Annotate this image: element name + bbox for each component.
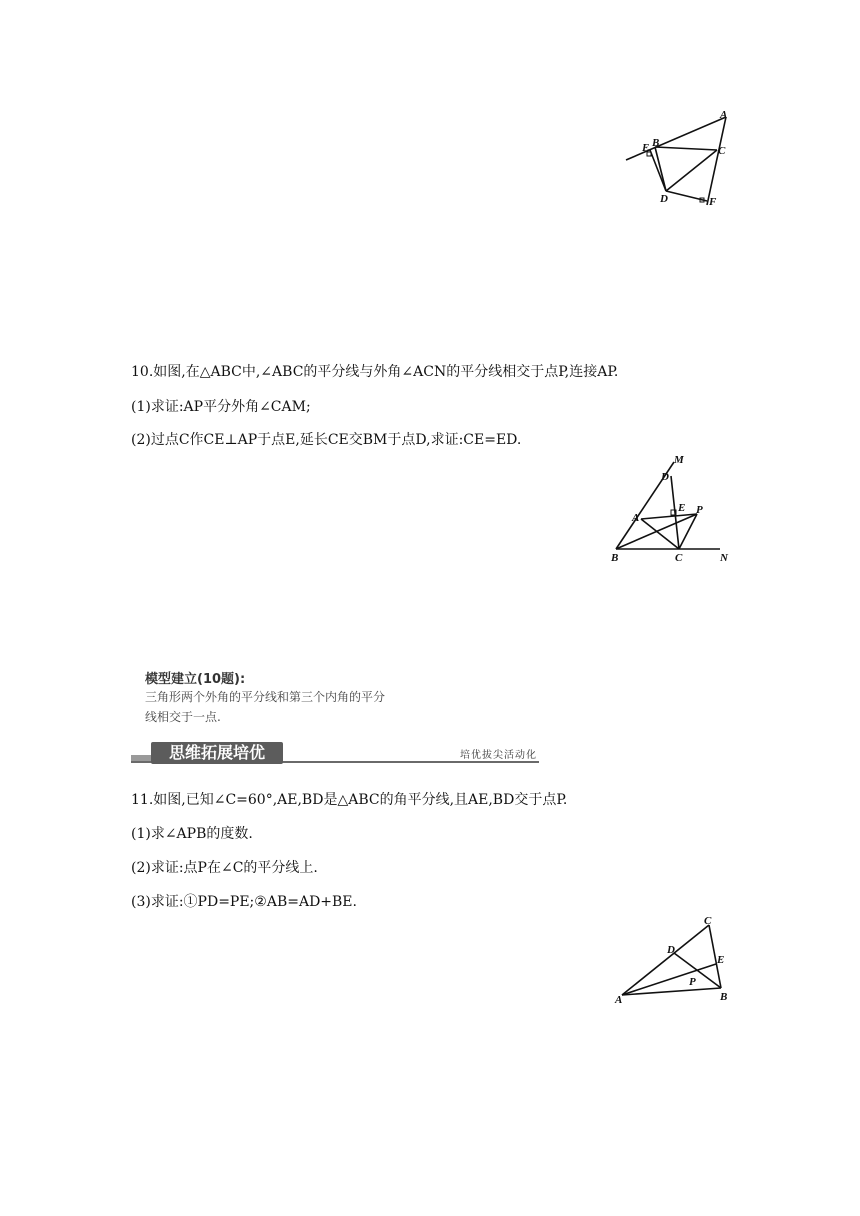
- segment-ab: [622, 988, 721, 995]
- segment-ac: [622, 925, 709, 995]
- label-B: B: [611, 552, 619, 564]
- label-A: A: [615, 994, 623, 1006]
- label-D: D: [660, 193, 668, 205]
- segment-cp: [679, 514, 697, 549]
- label-B: B: [652, 137, 660, 149]
- label-C: C: [675, 552, 683, 564]
- label-D: D: [661, 471, 669, 483]
- problem10-part1: (1)求证:AP平分外角∠CAM;: [131, 399, 311, 415]
- top-figure: [620, 105, 740, 215]
- figure-10: [608, 452, 738, 567]
- top-figure-svg: [620, 105, 740, 215]
- segment-ae: [622, 964, 716, 995]
- problem11-part2: (2)求证:点P在∠C的平分线上.: [131, 860, 318, 876]
- problem11-part1: (1)求∠APB的度数.: [131, 826, 253, 842]
- problem10-stem: 10.如图,在△ABC中,∠ABC的平分线与外角∠ACN的平分线相交于点P,连接AP.: [131, 364, 619, 380]
- figure-11-svg: [612, 912, 737, 1007]
- label-E: E: [642, 142, 650, 154]
- problem11-stem: 11.如图,已知∠C=60°,AE,BD是△ABC的角平分线,且AE,BD交于点P.: [131, 792, 568, 808]
- figure-11: [612, 912, 737, 1007]
- label-C: C: [704, 915, 712, 927]
- label-E: E: [717, 954, 725, 966]
- banner-title: 思维拓展培优: [151, 742, 283, 764]
- label-C: C: [718, 145, 726, 157]
- model-box: [145, 668, 475, 727]
- label-P: P: [689, 976, 696, 988]
- label-A: A: [632, 512, 640, 524]
- label-E: E: [678, 502, 686, 514]
- segment-df: [666, 191, 707, 201]
- label-D: D: [667, 944, 675, 956]
- segment-ab-ac: [707, 117, 726, 205]
- label-P: P: [696, 504, 703, 516]
- label-F: F: [709, 196, 717, 208]
- label-M: M: [674, 454, 684, 466]
- model-title: 模型建立(10题):: [145, 672, 246, 687]
- figure-10-svg: [608, 452, 738, 567]
- label-B: B: [720, 991, 728, 1003]
- segment-extended-line: [626, 117, 726, 160]
- model-line-1: 三角形两个外角的平分线和第三个内角的平分: [145, 690, 386, 704]
- segment-cd: [666, 150, 717, 191]
- segment-bd: [674, 953, 721, 988]
- problem10-part2: (2)过点C作CE⊥AP于点E,延长CE交BM于点D,求证:CE=ED.: [131, 432, 522, 448]
- segment-bc: [655, 147, 717, 150]
- model-line-2: 线相交于一点.: [145, 710, 221, 724]
- label-A: A: [720, 109, 728, 121]
- banner-subtitle: 培优拔尖活动化: [460, 750, 537, 761]
- problem11-part3: (3)求证:①PD=PE;②AB=AD+BE.: [131, 894, 357, 910]
- label-N: N: [720, 552, 728, 564]
- section-banner: [131, 742, 539, 766]
